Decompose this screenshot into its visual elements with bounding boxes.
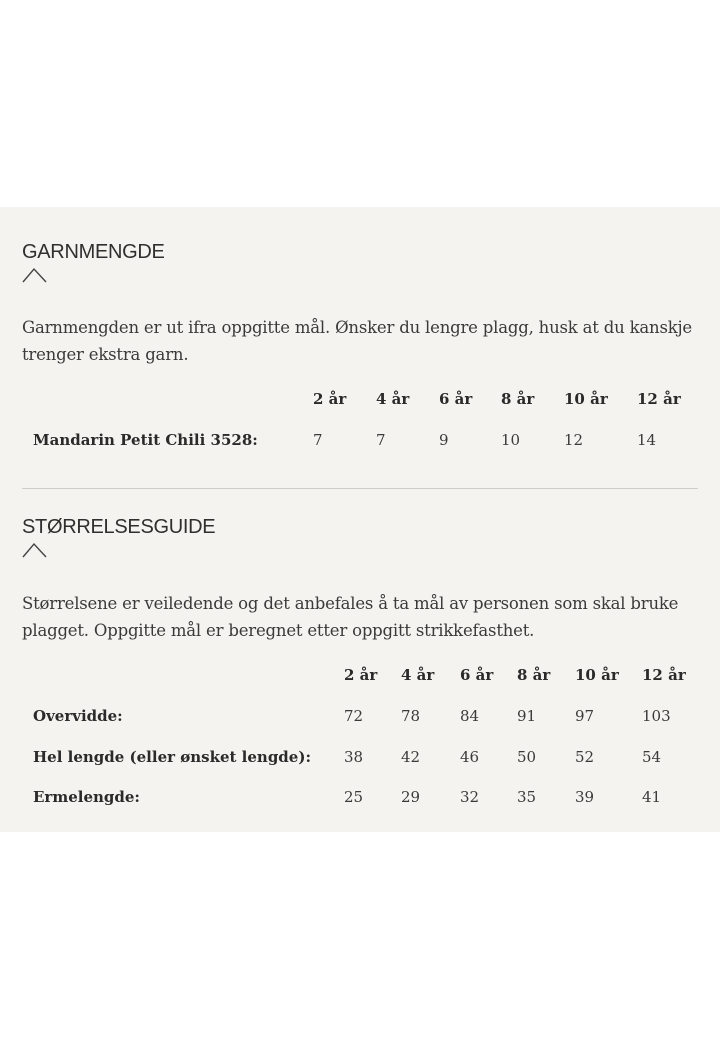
row-label: Ermelengde: — [33, 788, 140, 806]
size-header: 6 år — [439, 390, 473, 408]
table-cell: 84 — [460, 707, 480, 725]
table-cell: 32 — [460, 788, 480, 806]
table-cell: 54 — [642, 747, 662, 766]
table-cell: 14 — [637, 431, 657, 449]
size-header: 10 år — [575, 666, 619, 684]
size-header: 2 år — [313, 390, 347, 408]
chevron-up-icon[interactable] — [22, 267, 48, 283]
size-header: 10 år — [564, 390, 608, 408]
garnmengde-title[interactable]: GARNMENGDE — [22, 241, 165, 263]
table-cell: 25 — [344, 788, 364, 806]
storrelsesguide-description: Størrelsene er veiledende og det anbefales å ta mål av personen som skal bruke plagget. Oppgitte mål er beregnet etter oppgitt strikkefasthet. — [22, 594, 679, 640]
table-cell: 46 — [460, 747, 480, 766]
storrelsesguide-table — [22, 666, 698, 816]
row-label: Overvidde: — [33, 707, 123, 725]
size-header: 4 år — [376, 390, 410, 408]
table-cell: 9 — [439, 431, 449, 449]
row-label: Mandarin Petit Chili 3528: — [33, 431, 258, 449]
table-cell: 91 — [517, 707, 537, 725]
table-cell: 50 — [517, 747, 537, 766]
table-cell: 39 — [575, 788, 595, 806]
table-cell: 41 — [642, 788, 662, 806]
size-header: 8 år — [517, 666, 551, 684]
garnmengde-section — [22, 240, 698, 283]
size-header: 2 år — [344, 666, 378, 684]
size-header: 12 år — [637, 390, 681, 408]
row-label: Hel lengde (eller ønsket lengde): — [33, 747, 311, 766]
table-cell: 42 — [401, 747, 421, 766]
size-header: 12 år — [642, 666, 686, 684]
table-cell: 7 — [313, 431, 323, 449]
table-cell: 97 — [575, 707, 595, 725]
table-cell: 7 — [376, 431, 386, 449]
table-cell: 29 — [401, 788, 421, 806]
table-cell: 10 — [501, 431, 521, 449]
table-cell: 72 — [344, 707, 364, 725]
storrelsesguide-section — [22, 515, 698, 558]
size-header: 8 år — [501, 390, 535, 408]
chevron-up-icon[interactable] — [22, 542, 48, 558]
table-cell: 103 — [642, 707, 671, 725]
size-header: 6 år — [460, 666, 494, 684]
table-cell: 12 — [564, 431, 584, 449]
info-panel — [0, 207, 720, 832]
garnmengde-table — [22, 390, 698, 460]
garnmengde-description: Garnmengden er ut ifra oppgitte mål. Ønsker du lengre plagg, husk at du kanskje trenger ekstra garn. — [22, 318, 692, 364]
size-header: 4 år — [401, 666, 435, 684]
table-cell: 38 — [344, 747, 364, 766]
section-divider — [22, 488, 698, 489]
table-cell: 35 — [517, 788, 537, 806]
table-cell: 52 — [575, 747, 595, 766]
storrelsesguide-title[interactable]: STØRRELSESGUIDE — [22, 516, 216, 538]
table-cell: 78 — [401, 707, 421, 725]
